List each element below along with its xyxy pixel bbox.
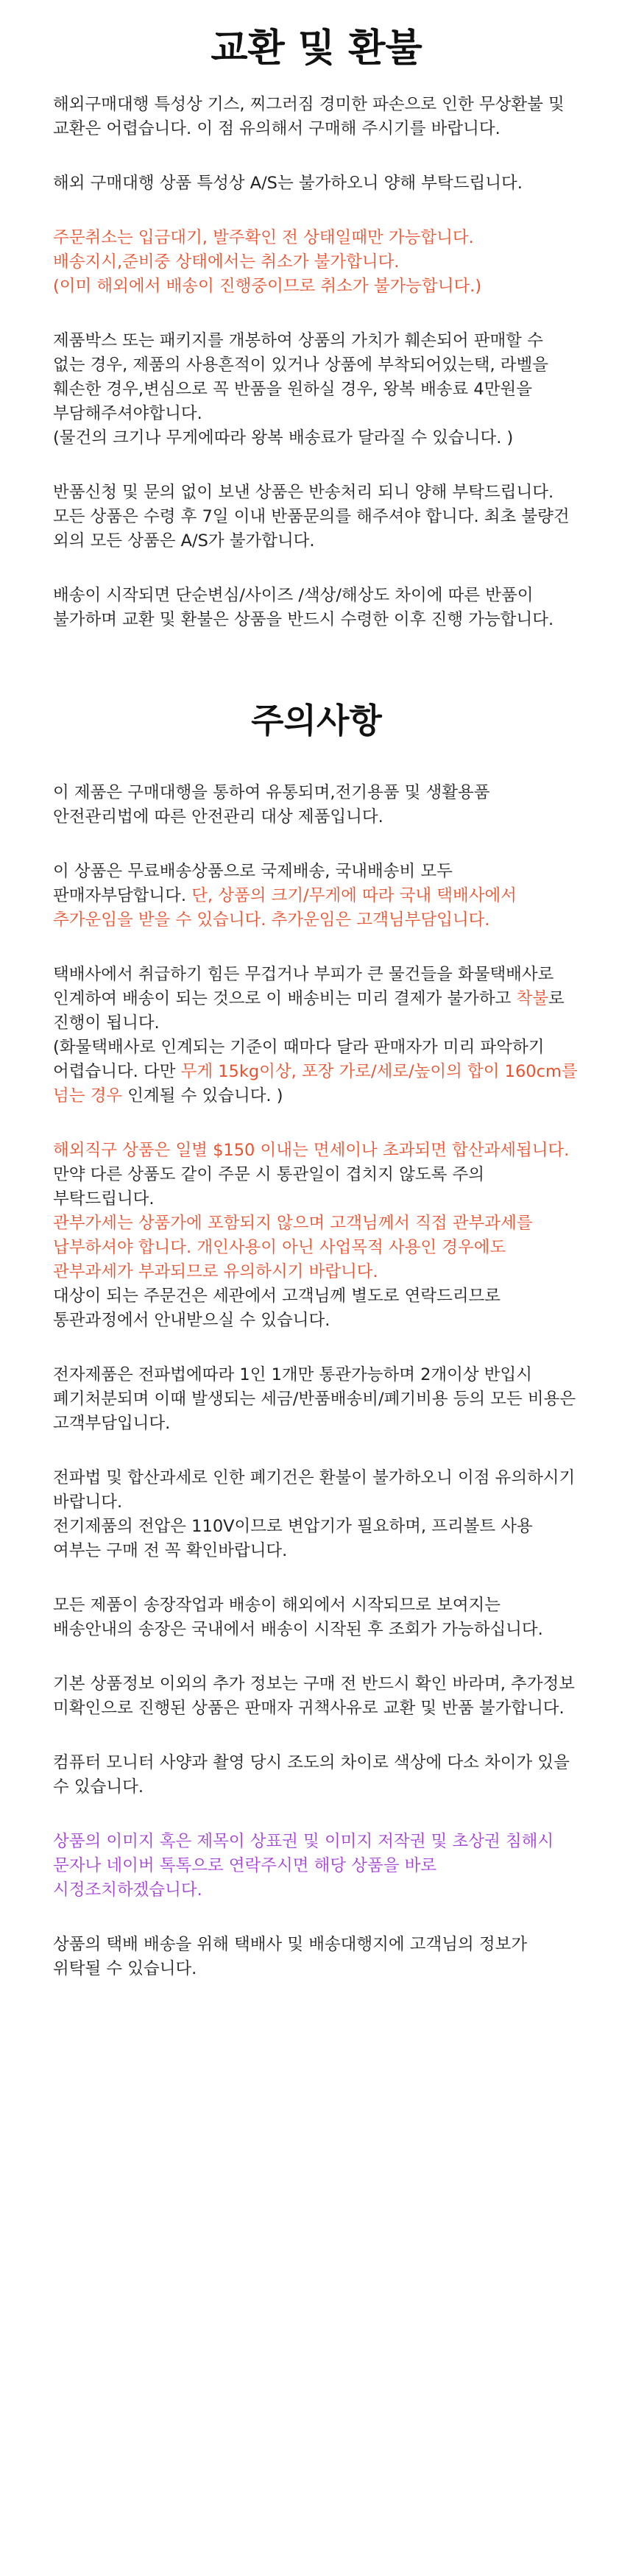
return-fee-text: 제품박스 또는 패키지를 개봉하여 상품의 가치가 훼손되어 판매할 수 없는 경우, 제품의 사용흔적이 있거나 상품에 부착되어있는택, 라벨을 훼손한 경우,변심으로 꼭 반품을 원하실 경우, 왕복 배송료 4만원을 부담해주셔야합니다. [53, 331, 548, 423]
freight-note-end: 인계될 수 있습니다. ) [122, 1086, 283, 1105]
cancel-line-3: (이미 해외에서 배송이 진행중이므로 취소가 불가능합니다.) [53, 277, 482, 296]
freight-text-end: 로 진행이 됩니다. [53, 989, 565, 1033]
freight-text: 택배사에서 취급하기 힘든 무겁거나 부피가 큰 물건들을 화물택배사로 인계하여 배송이 되는 것으로 이 배송비는 미리 결제가 불가하고 [53, 965, 554, 1008]
paragraph-privacy: 상품의 택배 배송을 위해 택배사 및 배송대행지에 고객님의 정보가 위탁될 수 있습니다. [53, 1935, 528, 1978]
cancel-line-2: 배송지시,준비중 상태에서는 취소가 불가합니다. [53, 252, 400, 272]
free-shipping-text: 이 상품은 무료배송상품으로 국제배송, 국내배송비 모두 판매자부담합니다. [53, 862, 453, 905]
freight-criteria: 무게 15kg이상, 포장 가로/세로/높이의 합이 160cm를 넘는 경우 [53, 1062, 578, 1105]
paragraph-color-difference: 컴퓨터 모니터 사양과 촬영 당시 조도의 차이로 색상에 다소 차이가 있을 수 있습니다. [53, 1753, 570, 1797]
paragraph-no-as: 해외 구매대행 상품 특성상 A/S는 불가하오니 양해 부탁드립니다. [53, 174, 523, 193]
paragraph-minor-damage: 해외구매대행 특성상 기스, 찌그러짐 경미한 파손으로 인한 무상환불 및 교환은 어렵습니다. 이 점 유의해서 구매해 주시기를 바랍니다. [53, 95, 565, 138]
paragraph-customs [53, 1139, 580, 1333]
paragraph-free-shipping [53, 860, 580, 933]
paragraph-safety-law: 이 제품은 구매대행을 통하여 유통되며,전기용품 및 생활용품 안전관리법에 따른 안전관리 대상 제품입니다. [53, 783, 490, 827]
paragraph-return-request: 반품신청 및 문의 없이 보낸 상품은 반송처리 되니 양해 부탁드립니다.모든 상품은 수령 후 7일 이내 반품문의를 해주셔야 합니다. 최초 불량건 외의 모든 상품은 A/S가 불가합니다. [53, 483, 570, 551]
customs-limit: 해외직구 상품은 일별 $150 이내는 면세이나 초과되면 합산과세됩니다. [53, 1141, 570, 1160]
paragraph-radio-law: 전자제품은 전파법에따라 1인 1개만 통관가능하며 2개이상 반입시 폐기처분되며 이때 발생되는 세금/반품배송비/폐기비용 등의 모든 비용은 고객부담입니다. [53, 1365, 576, 1433]
precautions-title: 주의사항 [251, 701, 382, 740]
return-fee-note: (물건의 크기나 무게에따라 왕복 배송료가 달라질 수 있습니다. ) [53, 428, 514, 447]
customs-duty-warning: 관부가세는 상품가에 포함되지 않으며 고객님께서 직접 관부과세를 납부하셔야 합니다. 개인사용이 아닌 사업목적 사용인 경우에도 관부과세가 부과되므로 유의하시기 바랍니다. [53, 1214, 533, 1281]
paragraph-after-shipping: 배송이 시작되면 단순변심/사이즈 /색상/해상도 차이에 따른 반품이 불가하며 교환 및 환불은 상품을 반드시 수령한 이후 진행 가능합니다. [53, 586, 554, 629]
cod-label: 착불 [516, 989, 548, 1008]
paragraph-voltage [53, 1466, 580, 1563]
paragraph-copyright: 상품의 이미지 혹은 제목이 상표권 및 이미지 저작권 및 초상권 침해시 문자나 네이버 톡톡으로 연락주시면 해당 상품을 바로 시정조치하겠습니다. [53, 1832, 554, 1900]
paragraph-cancel-policy [53, 226, 580, 299]
exchange-refund-title: 교환 및 환불 [211, 26, 422, 71]
extra-fare-warning: 단, 상품의 크기/무게에 따라 국내 택배사에서 추가운임을 받을 수 있습니다. 추가운임은 고객님부담입니다. [53, 886, 517, 930]
customs-overlap: 만약 다른 상품도 같이 주문 시 통관일이 겹치지 않도록 주의 부탁드립니다. [53, 1165, 485, 1209]
cancel-line-1: 주문취소는 입금대기, 발주확인 전 상태일때만 가능합니다. [53, 228, 474, 247]
voltage-note: 전기제품의 전압은 110V이므로 변압기가 필요하며, 프리볼트 사용 여부는 구매 전 꼭 확인바랍니다. [53, 1517, 533, 1560]
freight-note [53, 1036, 580, 1108]
paragraph-tracking: 모든 제품이 송장작업과 배송이 해외에서 시작되므로 보여지는 배송안내의 송장은 국내에서 배송이 시작된 후 조회가 가능하십니다. [53, 1596, 543, 1639]
freight-note-text: (화물택배사로 인계되는 기준이 때마다 달라 판매자가 미리 파악하기 어렵습니다. 다만 [53, 1038, 545, 1081]
customs-contact: 대상이 되는 주문건은 세관에서 고객님께 별도로 연락드리므로 통관과정에서 안내받으실 수 있습니다. [53, 1287, 501, 1330]
disposal-no-refund: 전파법 및 합산과세로 인한 폐기건은 환불이 불가하오니 이점 유의하시기 바랍니다. [53, 1468, 576, 1512]
paragraph-extra-info: 기본 상품정보 이외의 추가 정보는 구매 전 반드시 확인 바라며, 추가정보 미확인으로 진행된 상품은 판매자 귀책사유로 교환 및 반품 불가합니다. [53, 1674, 575, 1718]
paragraph-freight [53, 963, 580, 1108]
paragraph-return-shipping-fee [53, 329, 580, 450]
